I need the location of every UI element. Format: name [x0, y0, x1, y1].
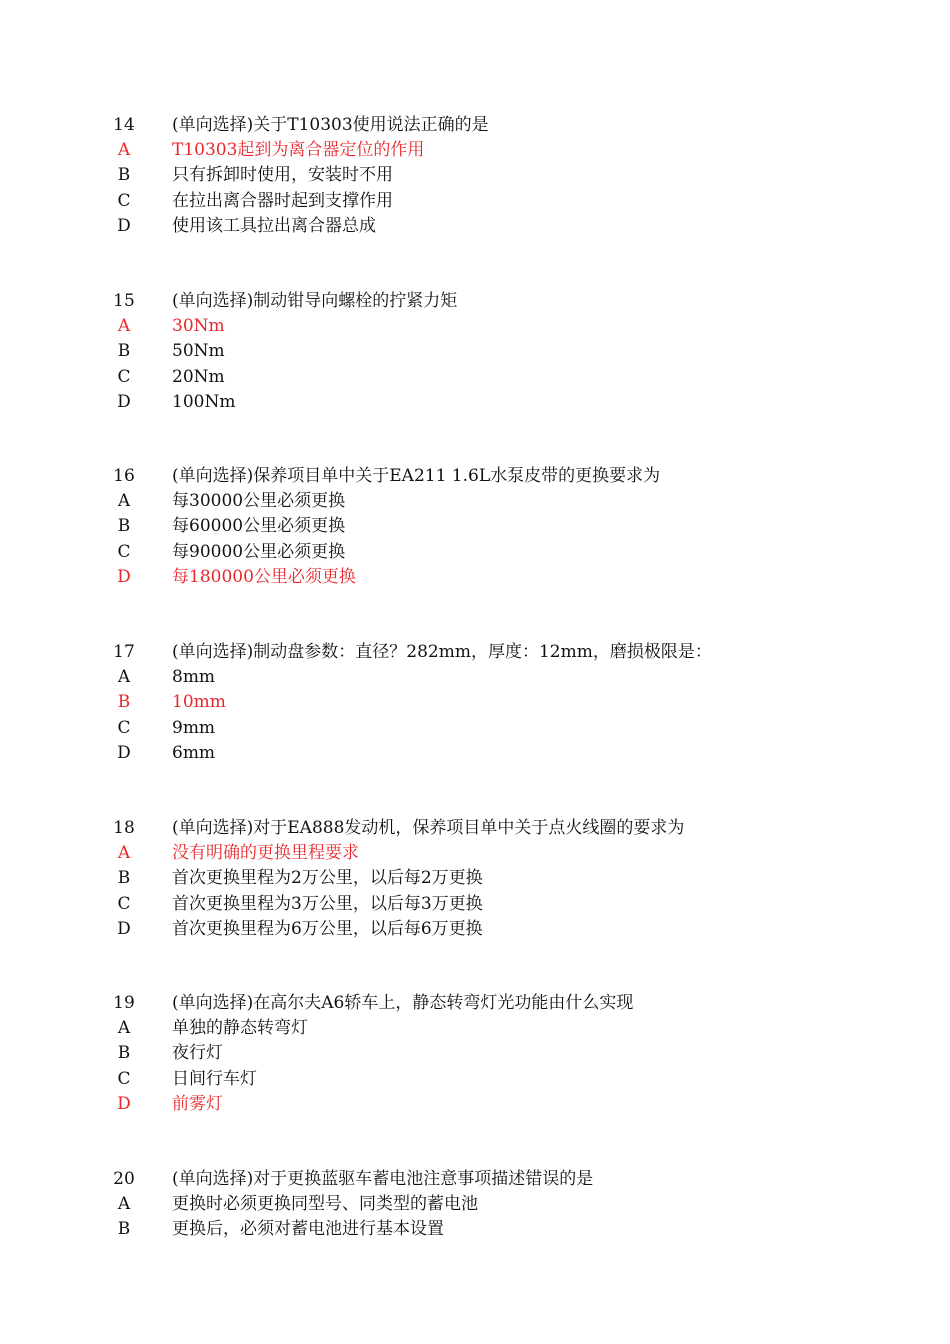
- option-row: [0, 1092, 950, 1117]
- option-letter: A: [117, 140, 131, 161]
- option-text: 50Nm: [172, 341, 225, 362]
- option-letter: B: [117, 1043, 131, 1064]
- option-text: 100Nm: [172, 391, 236, 412]
- option-text: 8mm: [172, 667, 216, 688]
- question-number: 15: [113, 291, 135, 311]
- option-text: 日间行车灯: [172, 1068, 257, 1089]
- option-row: [0, 917, 950, 942]
- option-row: [0, 489, 950, 514]
- option-row: [0, 565, 950, 590]
- question-row: [0, 640, 950, 665]
- option-letter: B: [117, 165, 131, 186]
- question-number: 20: [113, 1169, 135, 1189]
- question-number: 16: [113, 466, 135, 486]
- option-letter: A: [117, 843, 131, 864]
- option-letter: D: [117, 742, 131, 763]
- option-letter: D: [117, 215, 131, 236]
- option-letter: B: [117, 516, 131, 537]
- option-row: [0, 339, 950, 364]
- question-number: 18: [113, 818, 135, 838]
- option-letter: D: [117, 918, 131, 939]
- option-letter: B: [117, 692, 131, 713]
- question-number: 14: [113, 115, 135, 135]
- option-text: 在拉出离合器时起到支撑作用: [172, 190, 393, 211]
- question-row: [0, 991, 950, 1016]
- option-letter: C: [117, 717, 131, 738]
- option-row: [0, 214, 950, 239]
- option-text: 夜行灯: [172, 1043, 223, 1064]
- question-stem: (单向选择)制动盘参数：直径？282mm，厚度：12mm，磨损极限是：: [172, 642, 712, 662]
- option-letter: C: [117, 366, 131, 387]
- option-row: [0, 1192, 950, 1217]
- option-row: [0, 540, 950, 565]
- option-letter: D: [117, 1093, 131, 1114]
- question-stem: (单向选择)对于更换蓝驱车蓄电池注意事项描述错误的是: [172, 1169, 594, 1189]
- option-text: 只有拆卸时使用，安装时不用: [172, 165, 393, 186]
- question-number: 19: [113, 993, 135, 1013]
- option-text: 9mm: [172, 717, 216, 738]
- question-block: [0, 991, 950, 1117]
- option-text: 使用该工具拉出离合器总成: [172, 215, 376, 236]
- question-stem: (单向选择)制动钳导向螺栓的拧紧力矩: [172, 291, 458, 311]
- option-row: [0, 1041, 950, 1066]
- option-row: [0, 365, 950, 390]
- option-text: 10mm: [172, 692, 226, 713]
- option-row: [0, 1067, 950, 1092]
- option-text: 每60000公里必须更换: [172, 516, 346, 537]
- option-row: [0, 665, 950, 690]
- option-letter: D: [117, 566, 131, 587]
- question-stem: (单向选择)关于T10303使用说法正确的是: [172, 115, 489, 135]
- question-stem: (单向选择)保养项目单中关于EA211 1.6L水泵皮带的更换要求为: [172, 466, 661, 486]
- option-text: 首次更换里程为6万公里，以后每6万更换: [172, 918, 483, 939]
- question-row: [0, 816, 950, 841]
- option-row: [0, 841, 950, 866]
- question-block: [0, 113, 950, 239]
- question-row: [0, 289, 950, 314]
- option-text: 没有明确的更换里程要求: [172, 843, 359, 864]
- option-row: [0, 866, 950, 891]
- option-text: T10303起到为离合器定位的作用: [172, 140, 425, 161]
- option-row: [0, 314, 950, 339]
- option-row: [0, 741, 950, 766]
- option-row: [0, 189, 950, 214]
- option-letter: C: [117, 541, 131, 562]
- option-text: 每30000公里必须更换: [172, 491, 346, 512]
- option-letter: D: [117, 391, 131, 412]
- option-letter: B: [117, 1219, 131, 1240]
- option-letter: A: [117, 1018, 131, 1039]
- question-stem: (单向选择)对于EA888发动机，保养项目单中关于点火线圈的要求为: [172, 818, 685, 838]
- option-text: 单独的静态转弯灯: [172, 1018, 308, 1039]
- option-row: [0, 138, 950, 163]
- option-text: 每180000公里必须更换: [172, 566, 356, 587]
- option-text: 更换时必须更换同型号、同类型的蓄电池: [172, 1194, 478, 1215]
- question-block: [0, 816, 950, 942]
- option-letter: A: [117, 491, 131, 512]
- option-row: [0, 390, 950, 415]
- option-text: 首次更换里程为2万公里，以后每2万更换: [172, 868, 483, 889]
- option-letter: C: [117, 190, 131, 211]
- question-stem: (单向选择)在高尔夫A6轿车上，静态转弯灯光功能由什么实现: [172, 993, 634, 1013]
- option-letter: C: [117, 893, 131, 914]
- option-text: 6mm: [172, 742, 216, 763]
- option-text: 20Nm: [172, 366, 225, 387]
- option-row: [0, 1217, 950, 1242]
- question-block: [0, 289, 950, 415]
- question-block: [0, 464, 950, 590]
- option-text: 30Nm: [172, 316, 225, 337]
- option-letter: A: [117, 316, 131, 337]
- option-letter: B: [117, 341, 131, 362]
- option-letter: C: [117, 1068, 131, 1089]
- question-row: [0, 113, 950, 138]
- option-row: [0, 716, 950, 741]
- option-row: [0, 163, 950, 188]
- question-row: [0, 464, 950, 489]
- option-text: 首次更换里程为3万公里，以后每3万更换: [172, 893, 483, 914]
- option-text: 每90000公里必须更换: [172, 541, 346, 562]
- option-text: 前雾灯: [172, 1093, 223, 1114]
- option-row: [0, 690, 950, 715]
- option-row: [0, 1016, 950, 1041]
- question-block: [0, 1167, 950, 1243]
- question-row: [0, 1167, 950, 1192]
- option-row: [0, 892, 950, 917]
- option-text: 更换后，必须对蓄电池进行基本设置: [172, 1219, 444, 1240]
- option-letter: A: [117, 1194, 131, 1215]
- option-letter: B: [117, 868, 131, 889]
- option-letter: A: [117, 667, 131, 688]
- question-block: [0, 640, 950, 766]
- option-row: [0, 514, 950, 539]
- question-number: 17: [113, 642, 135, 662]
